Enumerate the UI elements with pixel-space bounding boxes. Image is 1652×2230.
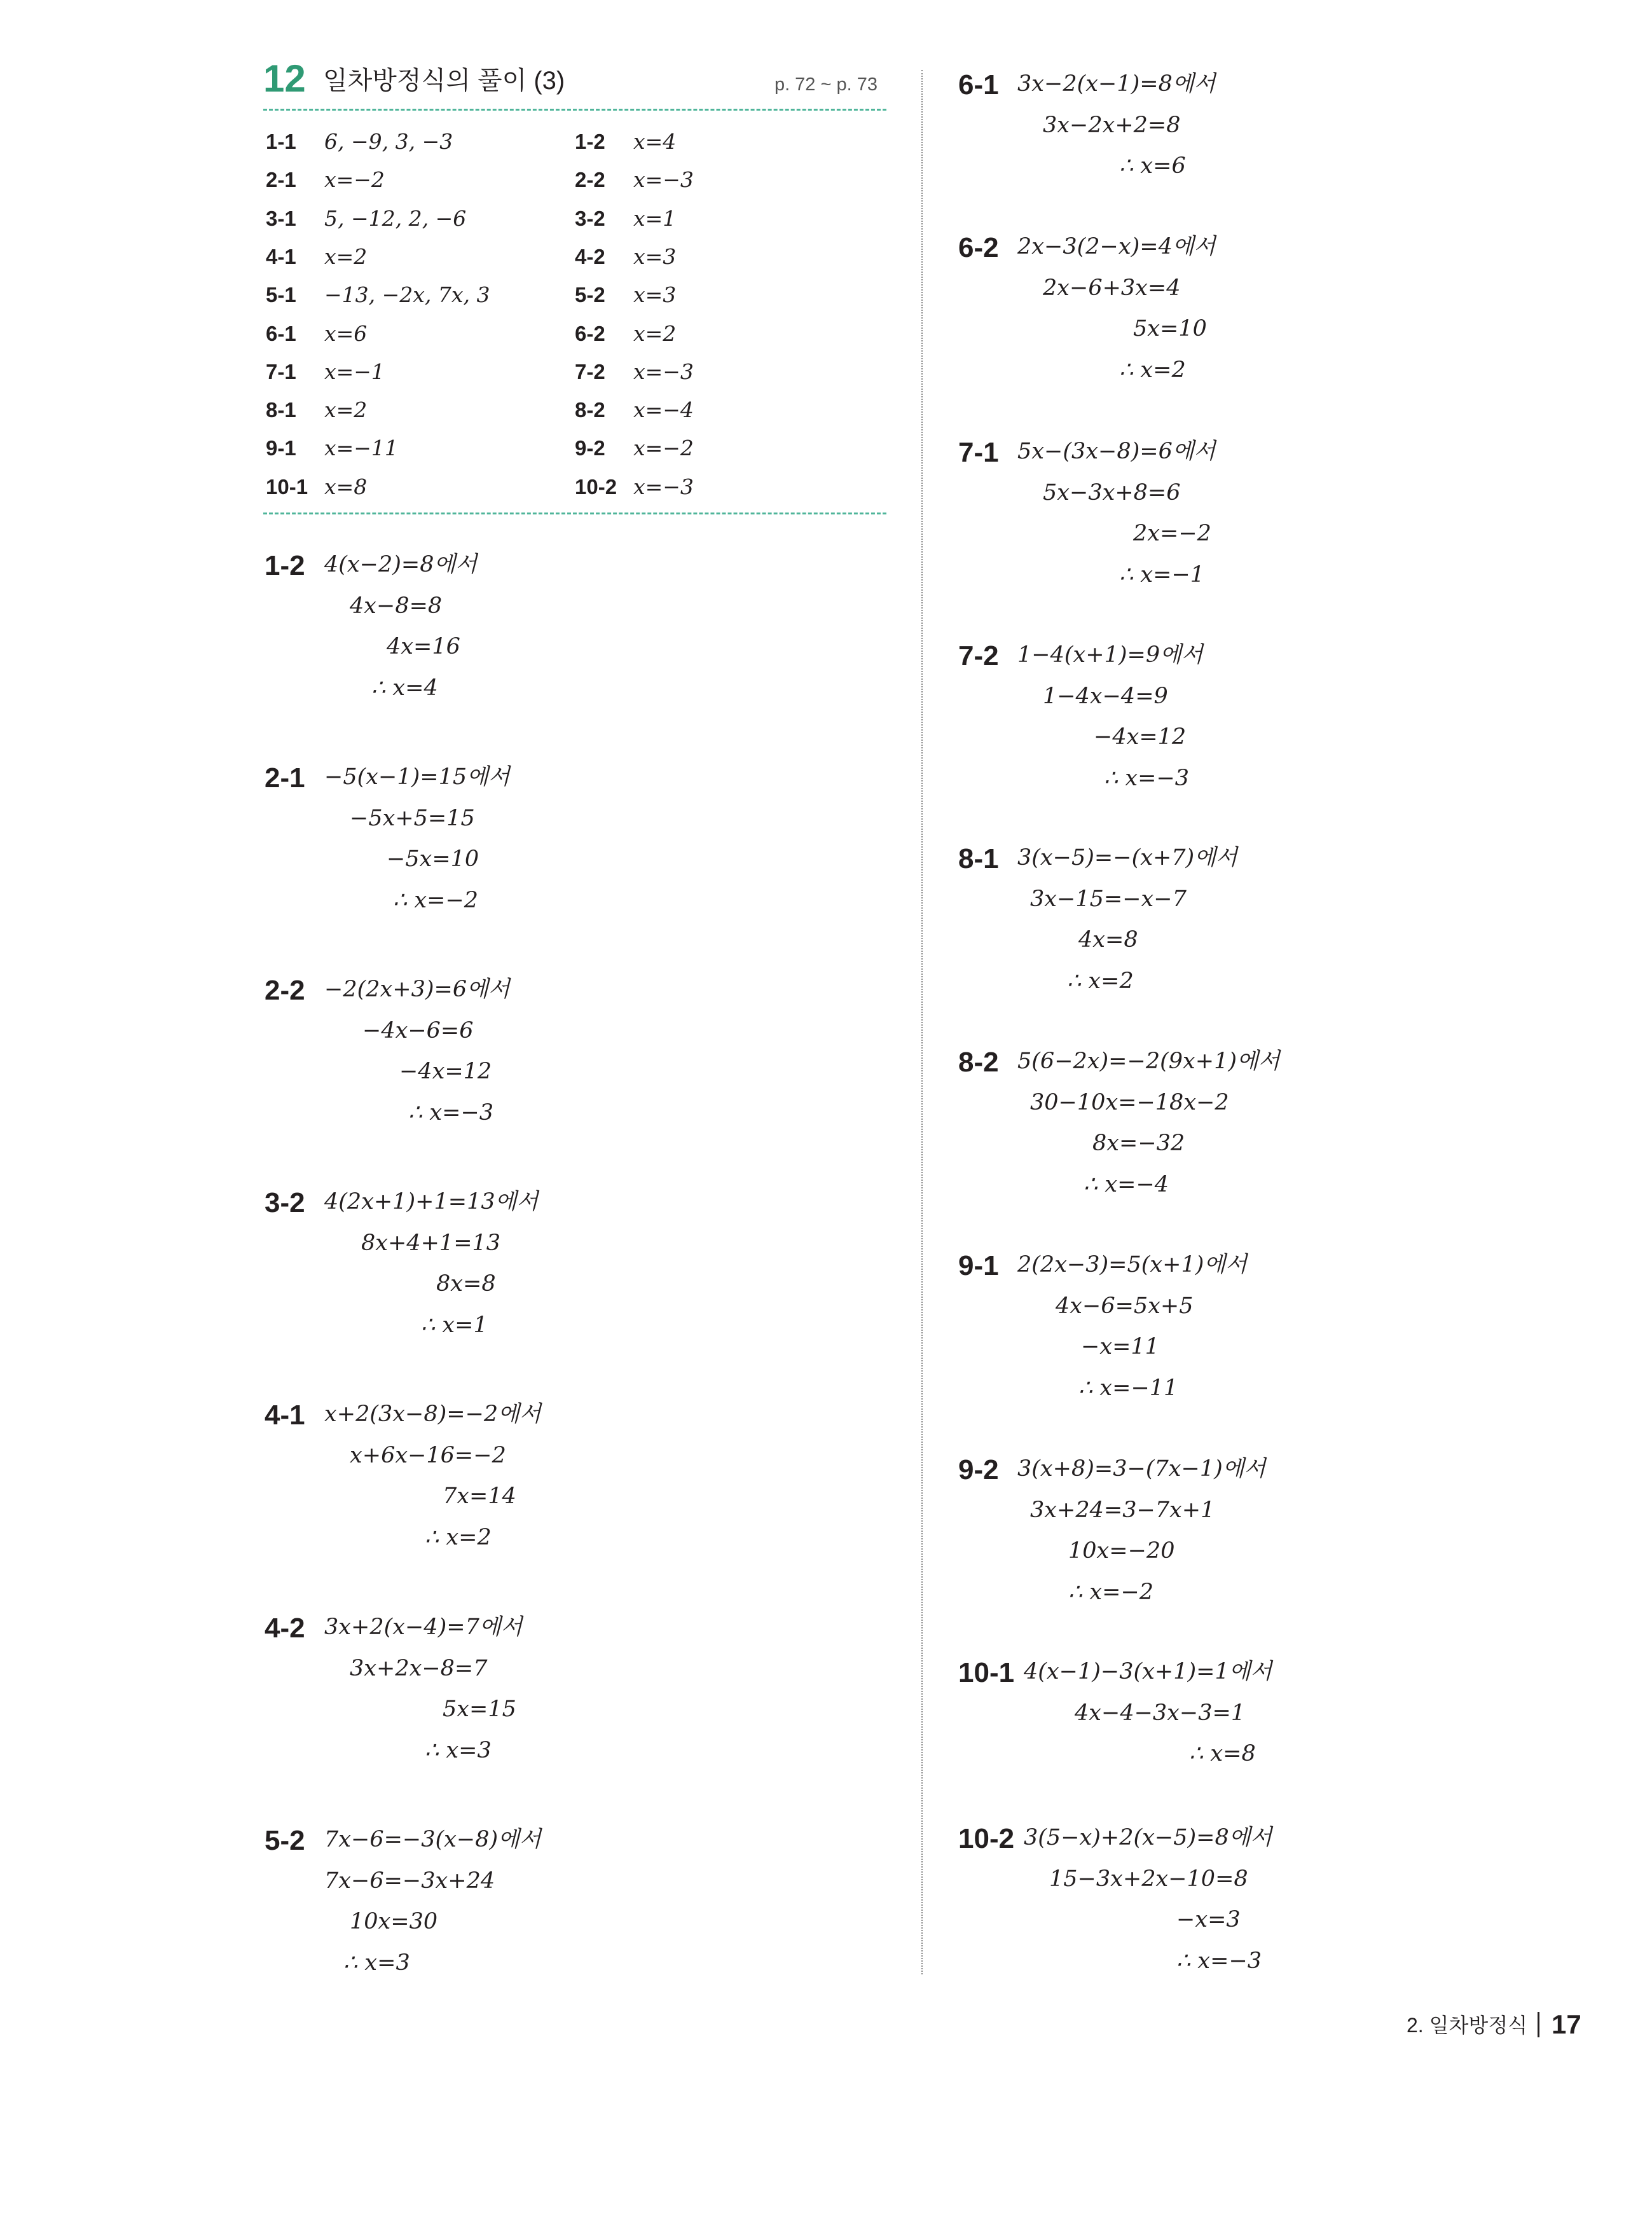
answer-id: 1-1 — [266, 130, 296, 153]
solution-step: ∴ x=2 — [425, 1524, 492, 1550]
solution-step: 4(2x+1)+1=13에서 — [324, 1189, 539, 1215]
answer-row — [575, 246, 676, 267]
solution-step: 5x−3x+8=6 — [1043, 479, 1181, 506]
solution-label: 2-2 — [265, 975, 305, 1006]
answer-id: 4-2 — [575, 244, 605, 268]
solution-label: 1-2 — [265, 550, 305, 581]
solution-step: ∴ x=3 — [425, 1737, 492, 1763]
solution-label: 7-1 — [958, 437, 999, 468]
answer-id: 6-2 — [575, 321, 605, 345]
answer-value: x=2 — [633, 320, 677, 346]
solution-step: 7x−6=−3(x−8)에서 — [324, 1827, 541, 1852]
solution-step: x+2(3x−8)=−2에서 — [324, 1401, 541, 1427]
answer-row — [266, 361, 385, 382]
answer-id: 1-2 — [575, 130, 605, 153]
answer-id: 10-2 — [575, 474, 617, 499]
solution-step: 7x−6=−3x+24 — [324, 1868, 495, 1894]
solution-label: 6-2 — [958, 232, 999, 263]
solution-step: 4x−4−3x−3=1 — [1075, 1700, 1246, 1726]
answer-value: x=8 — [324, 474, 368, 499]
solution-step: 15−3x+2x−10=8 — [1049, 1866, 1248, 1892]
answer-row — [575, 320, 677, 346]
answer-row — [266, 205, 467, 231]
solution-step: 3(5−x)+2(x−5)=8에서 — [1024, 1825, 1272, 1850]
answer-id: 3-1 — [266, 206, 296, 230]
answer-value: x=4 — [633, 129, 677, 154]
solution-step: 4(x−1)−3(x+1)=1에서 — [1024, 1659, 1272, 1684]
answer-value: x=−4 — [633, 397, 694, 423]
answer-value: x=2 — [324, 244, 368, 269]
solution-step: 2x=−2 — [1133, 521, 1211, 546]
solution-step: 3x+2(x−4)=7에서 — [324, 1614, 523, 1640]
solution-step: −5x+5=15 — [350, 805, 475, 831]
answer-value: 5, −12, 2, −6 — [324, 205, 467, 231]
solution-step: 5x=15 — [443, 1697, 516, 1722]
solution-step: 2x−6+3x=4 — [1043, 275, 1181, 301]
solution-step: 3(x+8)=3−(7x−1)에서 — [1017, 1456, 1266, 1482]
answer-table-divider — [263, 513, 886, 514]
answer-value: x=−2 — [324, 167, 385, 193]
solution-step: 10x=−20 — [1068, 1538, 1175, 1564]
answer-id: 8-1 — [266, 398, 296, 422]
answer-value: x=−3 — [633, 474, 694, 499]
answer-value: x=1 — [633, 205, 677, 231]
section-title: 일차방정식의 풀이 (3) — [323, 67, 565, 95]
solution-step: 8x=8 — [436, 1271, 496, 1297]
solution-step: 3x−2x+2=8 — [1043, 112, 1181, 138]
solution-step: 3x−15=−x−7 — [1030, 886, 1187, 912]
solution-step: 3x−2(x−1)=8에서 — [1017, 71, 1216, 97]
answer-id: 5-1 — [266, 283, 296, 307]
answer-id: 2-1 — [266, 168, 296, 192]
solution-step: 1−4x−4=9 — [1043, 683, 1168, 709]
answer-row — [266, 397, 368, 423]
solution-step: 30−10x=−18x−2 — [1030, 1089, 1229, 1115]
solution-step: ∴ x=−4 — [1084, 1171, 1169, 1197]
solution-step: −4x=12 — [1094, 724, 1187, 750]
solution-step: 1−4(x+1)=9에서 — [1017, 642, 1203, 668]
answer-value: −13, −2x, 7x, 3 — [324, 282, 490, 308]
solution-label: 9-1 — [958, 1250, 999, 1281]
solution-step: 5x=10 — [1133, 316, 1207, 341]
answer-row — [575, 397, 694, 423]
answer-id: 5-2 — [575, 283, 605, 307]
answer-row — [266, 246, 367, 267]
solution-step: 4x=16 — [387, 634, 460, 659]
solution-label: 2-1 — [265, 762, 305, 794]
answer-value: x=−11 — [324, 436, 398, 461]
page-range: p. 72 ~ p. 73 — [774, 74, 878, 95]
answer-id: 2-2 — [575, 168, 605, 192]
solution-step: ∴ x=−1 — [1119, 561, 1205, 588]
solution-step: ∴ x=2 — [1119, 357, 1186, 383]
solution-step: 2x−3(2−x)=4에서 — [1017, 234, 1216, 259]
solution-step: ∴ x=−11 — [1078, 1375, 1178, 1401]
solution-step: 5x−(3x−8)=6에서 — [1017, 439, 1216, 464]
solution-step: 7x=14 — [443, 1483, 516, 1509]
answer-id: 7-1 — [266, 359, 296, 383]
solution-step: 4(x−2)=8에서 — [324, 552, 478, 577]
solution-step: ∴ x=6 — [1119, 153, 1186, 179]
solution-label: 5-2 — [265, 1825, 305, 1856]
solution-step: ∴ x=3 — [343, 1950, 410, 1976]
answer-id: 3-2 — [575, 206, 605, 230]
answer-id: 6-1 — [266, 321, 296, 345]
answer-value: x=2 — [324, 397, 368, 423]
solution-step: 4x−6=5x+5 — [1056, 1293, 1194, 1319]
solution-step: 5(6−2x)=−2(9x+1)에서 — [1017, 1049, 1280, 1074]
solution-step: x+6x−16=−2 — [350, 1442, 506, 1468]
solution-step: 4x−8=8 — [350, 593, 443, 619]
solution-step: 8x=−32 — [1092, 1131, 1185, 1156]
answer-row — [266, 167, 385, 193]
answer-id: 4-1 — [266, 244, 296, 268]
footer-chapter: 2. 일차방정식 — [1407, 2014, 1528, 2037]
page-number: 17 — [1552, 2009, 1581, 2039]
answer-value: x=3 — [633, 244, 677, 269]
answer-value: x=−3 — [633, 167, 694, 193]
solution-label: 10-1 — [958, 1657, 1015, 1688]
solution-step: 3x+24=3−7x+1 — [1030, 1497, 1215, 1523]
solution-step: ∴ x=2 — [1067, 968, 1134, 994]
answer-row — [266, 320, 368, 346]
solution-step: ∴ x=−3 — [408, 1099, 494, 1125]
answer-row — [266, 436, 398, 461]
answer-value: x=6 — [324, 320, 368, 346]
answer-row — [575, 205, 677, 231]
solution-step: 3(x−5)=−(x+7)에서 — [1017, 845, 1237, 871]
solution-step: ∴ x=1 — [421, 1312, 488, 1338]
solution-step: ∴ x=−3 — [1176, 1948, 1262, 1974]
solution-step: ∴ x=8 — [1189, 1741, 1256, 1766]
answer-id: 8-2 — [575, 398, 605, 422]
section-number: 12 — [263, 57, 306, 100]
answer-id: 9-1 — [266, 436, 296, 460]
solution-step: −5(x−1)=15에서 — [324, 764, 510, 790]
header-divider — [263, 109, 886, 111]
answer-value: x=−2 — [633, 436, 694, 461]
answer-row — [266, 131, 453, 152]
answer-row — [575, 361, 694, 382]
solution-step: ∴ x=−2 — [393, 887, 479, 913]
solution-step: ∴ x=−2 — [1068, 1579, 1154, 1605]
solution-label: 8-2 — [958, 1047, 999, 1078]
answer-row — [575, 476, 694, 497]
solution-label: 4-2 — [265, 1613, 305, 1644]
solution-step: −4x=12 — [399, 1059, 492, 1084]
solution-label: 3-2 — [265, 1187, 305, 1218]
answer-id: 9-2 — [575, 436, 605, 460]
answer-value: 6, −9, 3, −3 — [324, 129, 453, 154]
answer-row — [575, 131, 676, 152]
solution-label: 6-1 — [958, 69, 999, 100]
solution-step: ∴ x=−3 — [1104, 765, 1190, 791]
solution-label: 8-1 — [958, 843, 999, 874]
solution-step: −4x−6=6 — [362, 1017, 474, 1043]
solution-step: 10x=30 — [350, 1909, 438, 1934]
answer-row — [575, 282, 677, 308]
solution-step: ∴ x=4 — [371, 675, 438, 701]
answer-row — [575, 167, 694, 193]
solution-step: −5x=10 — [387, 846, 479, 872]
solution-step: 8x+4+1=13 — [361, 1230, 501, 1256]
footer-separator — [1538, 2012, 1539, 2037]
answer-row — [266, 282, 490, 308]
answer-id: 7-2 — [575, 359, 605, 383]
answer-row — [266, 476, 367, 497]
solution-label: 10-2 — [958, 1823, 1015, 1854]
answer-value: x=3 — [633, 282, 677, 308]
solution-step: 4x=8 — [1078, 927, 1138, 953]
answer-row — [575, 436, 694, 461]
solution-label: 9-2 — [958, 1454, 999, 1485]
solution-label: 4-1 — [265, 1400, 305, 1431]
solution-step: −2(2x+3)=6에서 — [324, 977, 510, 1002]
solution-step: 3x+2x−8=7 — [350, 1655, 488, 1681]
solution-step: −x=11 — [1081, 1334, 1159, 1359]
column-divider — [921, 70, 923, 1974]
answer-id: 10-1 — [266, 474, 308, 499]
solution-step: 2(2x−3)=5(x+1)에서 — [1017, 1252, 1248, 1277]
answer-value: x=−1 — [324, 359, 385, 384]
solution-label: 7-2 — [958, 640, 999, 671]
answer-value: x=−3 — [633, 359, 694, 384]
solution-step: −x=3 — [1176, 1907, 1241, 1932]
